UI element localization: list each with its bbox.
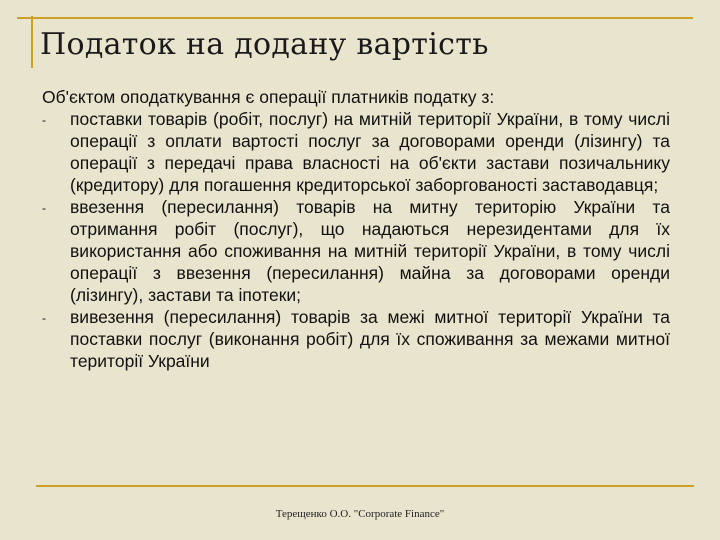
list-item: [42, 196, 670, 306]
slide-footer: Терещенко О.О. "Corporate Finance": [275, 508, 445, 520]
bullet-dash: -: [42, 311, 46, 325]
intro-text: Об'єктом оподаткування є операції платників податку з:: [42, 87, 495, 107]
bottom-divider-line: [36, 485, 694, 487]
top-divider-line: [17, 17, 693, 19]
list-item: [42, 306, 670, 372]
title-accent-vertical-line: [31, 16, 33, 68]
bullet-dash: -: [42, 201, 46, 215]
list-item-text: вивезення (пересилання) товарів за межі митної території України та поставки послуг (виконання робіт) для їх споживання за межами митної території України: [70, 307, 670, 371]
list-item-text: поставки товарів (робіт, послуг) на митній території України, в тому числі операції з оплати вартості послуг за договорами оренди (лізингу) та операції з передачі права власності на об'єкти застави позичальнику (кредитору) для погашення кредиторської заборгованості заставодавця;: [70, 109, 670, 195]
list-item-text: ввезення (пересилання) товарів на митну територію України та отримання робіт (послуг), що надаються нерезидентами для їх використання або споживання на митній території України, в тому числі операції з ввезення (пересилання) майна за договорами оренди (лізингу), застави та іпотеки;: [70, 197, 670, 305]
slide-body: [42, 86, 670, 372]
tax-object-list: [42, 108, 670, 372]
bullet-dash: -: [42, 113, 46, 127]
slide-title: Податок на додану вартість: [40, 27, 489, 62]
list-item: [42, 108, 670, 196]
